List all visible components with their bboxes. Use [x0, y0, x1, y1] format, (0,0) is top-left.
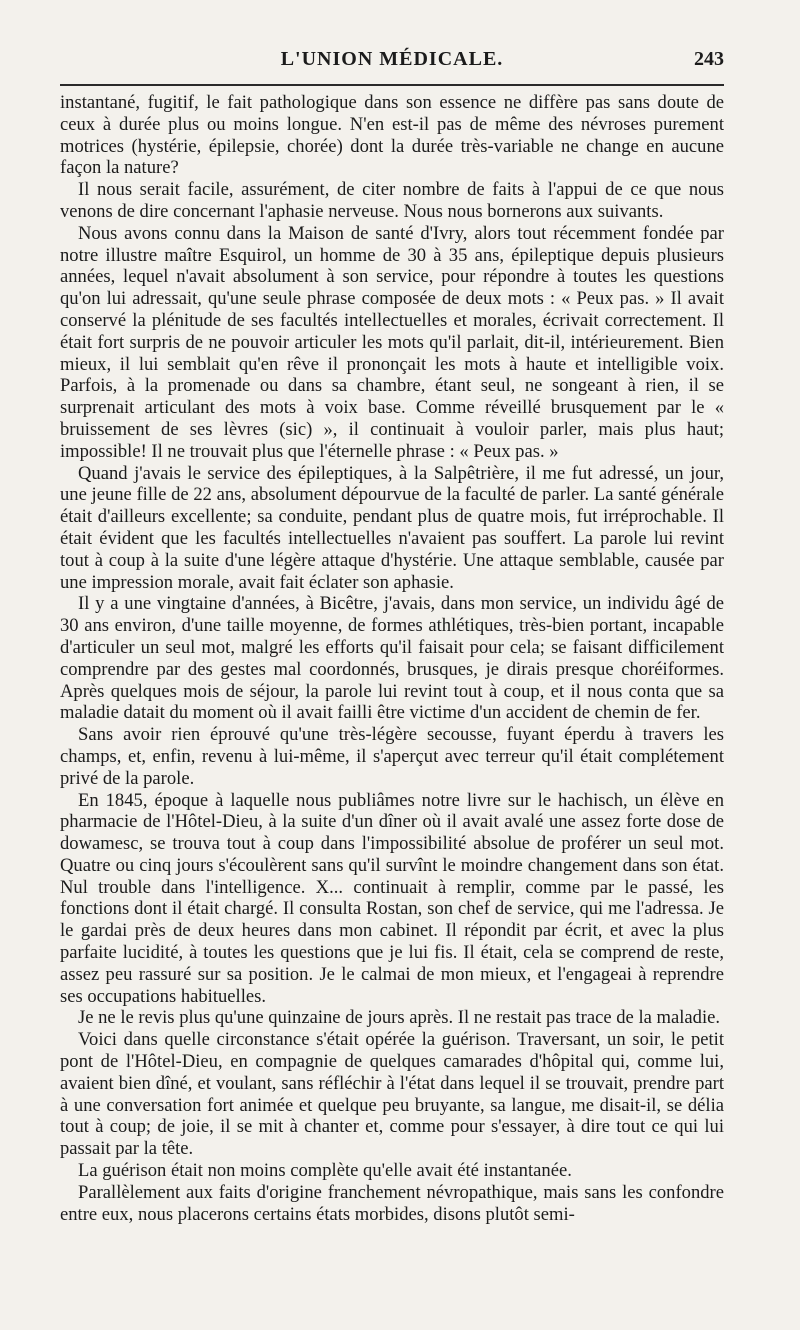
paragraph: La guérison était non moins complète qu'elle avait été instantanée.	[78, 1160, 572, 1182]
body-text	[60, 92, 724, 1225]
paragraph: Nous avons connu dans la Maison de santé d'Ivry, alors tout récemment fondée par notre illustre maître Esquirol, un homme de 30 à 35 ans, épileptique depuis plusieurs années, lequel n'avait absolument à son service, pour répondre à toutes les questions qu'on lui adressait, qu'une seule phrase composée de deux mots : « Peux pas. » Il avait conservé la plénitude de ses facultés intellectuelles et morales, écrivait correctement. Il était fort surpris de ne pouvoir articuler les mots qu'il parlait, dit-il, intérieurement. Bien mieux, il lui semblait qu'en rêve il prononçait les mots à haute et intelligible voix. Parfois, à la promenade ou dans sa chambre, étant seul, ne songeant à rien, il se surprenait articulant des mots à voix base. Comme réveillé brusquement par le « bruissement de ses lèvres (sic) », il continuait à vouloir parler, mais plus haut; impossible! Il ne trouvait plus que l'éternelle phrase : « Peux pas. »	[60, 222, 724, 462]
paragraph: instantané, fugitif, le fait pathologique dans son essence ne diffère pas sans doute de ceux à durée plus ou moins longue. N'en est-il pas de même des névroses purement motrices (hystérie, épilepsie, chorée) dont la durée très-variable ne change en aucune façon la nature?	[60, 92, 724, 179]
paragraph: En 1845, époque à laquelle nous publiâmes notre livre sur le hachisch, un élève en pharmacie de l'Hôtel-Dieu, à la suite d'un dîner où il avait avalé une assez forte dose de dowamesc, se trouva tout à coup dans l'impossibilité absolue de proférer un seul mot. Quatre ou cinq jours s'écoulèrent sans qu'il survînt le moindre changement dans son état. Nul trouble dans l'intelligence. X... continuait à remplir, comme par le passé, les fonctions dont il était chargé. Il consulta Rostan, son chef de service, qui me l'adressa. Je le gardai près de deux heures dans mon cabinet. Il répondit par écrit, et avec la plus parfaite lucidité, à toutes les questions que je lui fis. Il était, cela se comprend de reste, assez peu rassuré sur sa position. Je le calmai de mon mieux, et l'engageai à reprendre ses occupations habituelles.	[60, 789, 724, 1007]
page-number: 243	[694, 48, 724, 70]
header-rule	[60, 84, 724, 86]
running-title: L'UNION MÉDICALE.	[280, 48, 504, 70]
paragraph: Je ne le revis plus qu'une quinzaine de jours après. Il ne restait pas trace de la maladie.	[78, 1007, 721, 1029]
paragraph: Quand j'avais le service des épileptiques, à la Salpêtrière, il me fut adressé, un jour, une jeune fille de 22 ans, absolument dépourvue de la faculté de parler. La santé générale était d'ailleurs excellente; sa conduite, pendant plus de quatre mois, fut irréprochable. Il était évident que les facultés intellectuelles n'avaient pas souffert. La parole lui revint tout à coup à la suite d'une légère attaque d'hystérie. Une attaque semblable, causée par une impression morale, avait fait éclater son aphasie.	[60, 462, 724, 593]
paragraph: Voici dans quelle circonstance s'était opérée la guérison. Traversant, un soir, le petit pont de l'Hôtel-Dieu, en compagnie de quelques camarades d'hôpital qui, comme lui, avaient bien dîné, et voulant, sans réfléchir à l'état dans lequel il se trouvait, prendre part à une conversation fort animée et quelque peu bruyante, sa langue, me disait-il, se délia tout à coup; de joie, il se mit à chanter et, comme pour s'essayer, à dire tout ce qui lui passait par la tête.	[60, 1029, 724, 1160]
paragraph: Il y a une vingtaine d'années, à Bicêtre, j'avais, dans mon service, un individu âgé de 30 ans environ, d'une taille moyenne, de formes athlétiques, très-bien portant, incapable d'articuler un seul mot, malgré les efforts qu'il faisait pour cela; se faisant difficilement comprendre par des gestes mal coordonnés, brusques, je dirais presque choréiformes. Après quelques mois de séjour, la parole lui revint tout à coup, et il nous conta que sa maladie datait du moment où il avait failli être victime d'un accident de chemin de fer.	[60, 593, 724, 724]
paragraph: Parallèlement aux faits d'origine franchement névropathique, mais sans les confondre entre eux, nous placerons certains états morbides, disons plutôt semi-	[60, 1181, 724, 1225]
page-header	[60, 44, 724, 78]
paragraph: Il nous serait facile, assurément, de citer nombre de faits à l'appui de ce que nous venons de dire concernant l'aphasie nerveuse. Nous nous bornerons aux suivants.	[60, 179, 724, 222]
paragraph: Sans avoir rien éprouvé qu'une très-légère secousse, fuyant éperdu à travers les champs, et, enfin, revenu à lui-même, il s'aperçut avec terreur qu'il était complétement privé de la parole.	[60, 724, 724, 789]
